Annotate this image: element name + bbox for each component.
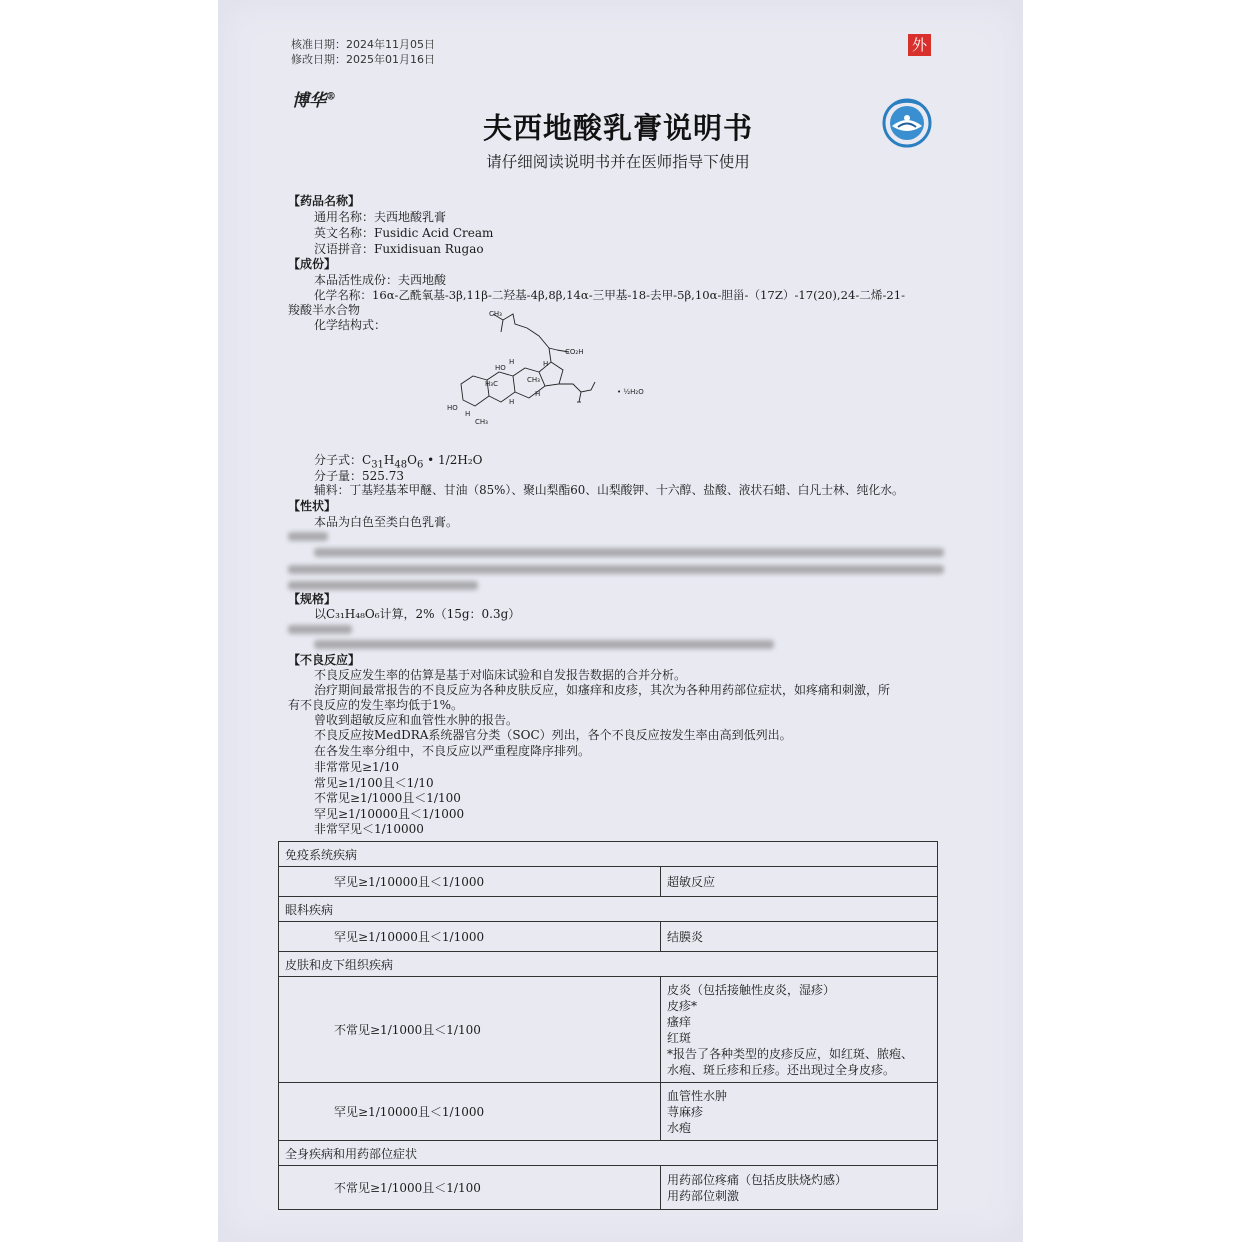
frequency-cell: 不常见≥1/1000且＜1/100: [279, 977, 661, 1083]
generic-name: 通用名称：夫西地酸乳膏: [314, 210, 447, 224]
document-subtitle: 请仔细阅读说明书并在医师指导下使用: [486, 153, 750, 171]
label-hydroxyl-11: HO: [495, 364, 506, 372]
table-row-group: [279, 842, 938, 867]
frequency-definition: 常见≥1/100且＜1/10: [314, 776, 434, 790]
table-row: [279, 867, 938, 897]
approval-date: 核准日期：2024年11月05日: [291, 38, 435, 51]
label-hydroxyl-3: HO: [447, 404, 458, 412]
reaction-item: 皮疹*: [667, 998, 698, 1013]
spec-text: 以C₃₁H₄₈O₆计算，2%（15g：0.3g）: [314, 607, 521, 621]
blurred-heading: [288, 532, 328, 541]
soc-group-name: 免疫系统疾病: [279, 842, 938, 867]
reaction-item: 超敏反应: [667, 874, 716, 889]
label-h-b: H: [535, 390, 541, 398]
frequency-definition: 非常罕见＜1/10000: [314, 822, 424, 836]
frequency-cell: 罕见≥1/10000且＜1/1000: [279, 867, 661, 897]
table-row-group: [279, 897, 938, 922]
quality-seal-icon: [878, 96, 936, 148]
section-heading-drug-name: 【药品名称】: [288, 194, 361, 208]
reaction-cell: [661, 1083, 938, 1141]
label-h-a: H: [509, 398, 515, 406]
molecular-weight: 分子量：525.73: [314, 469, 404, 483]
table-row-group: [279, 1141, 938, 1166]
formula-o-count: 6: [416, 459, 424, 471]
reaction-item: 血管性水肿: [667, 1088, 728, 1103]
label-h-c: H: [543, 360, 549, 368]
brand-name: 博华: [292, 91, 326, 111]
pinyin-name: 汉语拼音：Fuxidisuan Rugao: [314, 242, 484, 256]
excipients: 辅料：丁基羟基苯甲醚、甘油（85%）、聚山梨酯60、山梨酸钾、十六醇、盐酸、液状石蜡、白凡士林、纯化水。: [314, 483, 904, 497]
reaction-cell: [661, 1166, 938, 1210]
label-methyl-top: CH₃: [489, 310, 502, 318]
adverse-line: 治疗期间最常报告的不良反应为各种皮肤反应，如瘙痒和皮疹，其次为各种用药部位症状，如疼痛和刺激，所: [314, 683, 891, 697]
blurred-line: [314, 640, 774, 649]
external-use-badge: 外: [908, 34, 931, 56]
reaction-item: 荨麻疹: [667, 1104, 704, 1119]
section-heading-properties: 【性状】: [288, 499, 337, 513]
chemical-structure-diagram: [445, 306, 657, 442]
properties-text: 本品为白色至类白色乳膏。: [314, 515, 459, 529]
structure-label: 化学结构式：: [314, 318, 387, 332]
label-methyl-4: CH₃: [475, 418, 488, 426]
soc-group-name: 全身疾病和用药部位症状: [279, 1141, 938, 1166]
chemical-name-cont: 羧酸半水合物: [288, 303, 361, 317]
formula-h-count: 48: [394, 459, 408, 471]
formula-c-count: 31: [371, 459, 384, 471]
blurred-heading: [288, 625, 352, 634]
section-heading-adverse: 【不良反应】: [288, 653, 361, 667]
reaction-item: 红斑: [667, 1030, 692, 1045]
formula-o-label: O: [407, 453, 417, 467]
english-name: 英文名称：Fusidic Acid Cream: [314, 226, 494, 240]
label-methyl-left: H₃C: [485, 380, 498, 388]
adverse-line: 在各发生率分组中，不良反应以严重程度降序排列。: [314, 744, 591, 758]
reaction-footnote: *报告了各种类型的皮疹反应，如红斑、脓疱、: [667, 1046, 914, 1061]
section-heading-composition: 【成份】: [288, 257, 337, 271]
adverse-reactions-table: [278, 841, 938, 1210]
blurred-line: [288, 565, 944, 574]
adverse-line: 有不良反应的发生率均低于1%。: [288, 698, 464, 712]
formula-prefix: 分子式：C: [314, 453, 372, 467]
formula-suffix: • 1/2H₂O: [423, 453, 483, 467]
frequency-definition: 罕见≥1/10000且＜1/1000: [314, 807, 465, 821]
table-row: [279, 1083, 938, 1141]
reaction-footnote: 水疱、斑丘疹和丘疹。还出现过全身皮疹。: [667, 1062, 896, 1077]
blurred-line: [288, 581, 478, 590]
reaction-item: 结膜炎: [667, 929, 704, 944]
adverse-line: 不良反应发生率的估算是基于对临床试验和自发报告数据的合并分析。: [314, 668, 687, 682]
chemical-name: 化学名称：16α-乙酰氧基-3β,11β-二羟基-4β,8β,14α-三甲基-18-去甲-5β,10α-胆甾-（17Z）-17(20),24-二烯-21-: [314, 288, 906, 302]
soc-group-name: 眼科疾病: [279, 897, 938, 922]
document-title: 夫西地酸乳膏说明书: [482, 111, 753, 145]
table-row: [279, 1166, 938, 1210]
blurred-line: [314, 548, 944, 557]
registered-mark: ®: [326, 91, 336, 103]
frequency-definition: 非常常见≥1/10: [314, 760, 400, 774]
section-heading-spec: 【规格】: [288, 592, 337, 606]
frequency-cell: 罕见≥1/10000且＜1/1000: [279, 922, 661, 952]
revision-date: 修改日期：2025年01月16日: [291, 53, 435, 66]
label-water: • ½H₂O: [617, 388, 644, 396]
table-row: [279, 977, 938, 1083]
reaction-item: 皮炎（包括接触性皮炎，湿疹）: [667, 982, 836, 997]
reaction-item: 水疱: [667, 1120, 692, 1135]
reaction-item: 用药部位疼痛（包括皮肤烧灼感）: [667, 1172, 848, 1187]
reaction-cell: [661, 977, 938, 1083]
soc-group-name: 皮肤和皮下组织疾病: [279, 952, 938, 977]
label-carboxyl: CO₂H: [565, 348, 584, 356]
table-row: [279, 922, 938, 952]
label-h-4: H: [465, 410, 471, 418]
adverse-line: 曾收到超敏反应和血管性水肿的报告。: [314, 713, 519, 727]
adverse-line: 不良反应按MedDRA系统器官分类（SOC）列出，各个不良反应按发生率由高到低列出。: [314, 728, 792, 742]
brand-logo: [292, 86, 336, 111]
formula-h-label: H: [383, 453, 395, 467]
label-methyl-mid: CH₃: [527, 376, 540, 384]
reaction-cell: [661, 922, 938, 952]
frequency-cell: 罕见≥1/10000且＜1/1000: [279, 1083, 661, 1141]
label-h-top: H: [509, 358, 515, 366]
active-ingredient: 本品活性成份：夫西地酸: [314, 273, 447, 287]
reaction-cell: [661, 867, 938, 897]
reaction-item: 瘙痒: [667, 1014, 692, 1029]
frequency-definition: 不常见≥1/1000且＜1/100: [314, 791, 461, 805]
frequency-cell: 不常见≥1/1000且＜1/100: [279, 1166, 661, 1210]
reaction-item: 用药部位刺激: [667, 1188, 740, 1203]
table-row-group: [279, 952, 938, 977]
